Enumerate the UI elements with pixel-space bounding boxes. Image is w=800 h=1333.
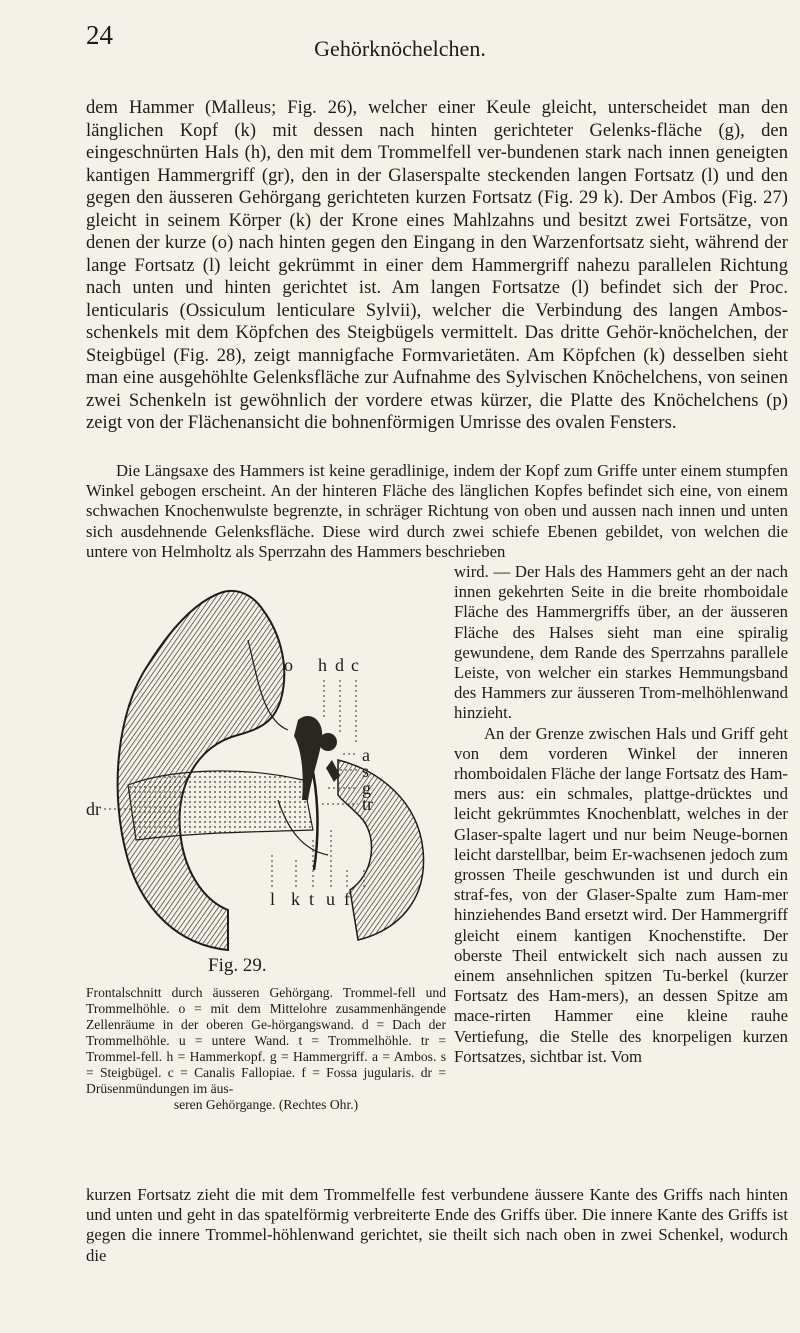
label-k: k bbox=[291, 889, 300, 909]
small-paragraph-top-text: Die Längsaxe des Hammers ist keine geradlinige, indem der Kopf zum Griffe unter einem stumpfen Winkel gebogen erscheint. An der hinteren Fläche des länglichen Kopfes befindet sich eine, von einem schwachen Knochenwulste begrenzte, in schräger Richtung von oben und aussen nach innen und unten sich ausdehnende Gelenksfläche. Diese wird durch zwei schiefe Ebenen gebildet, von welchen die untere von Helmholtz als Sperrzahn des Hammers beschrieben bbox=[86, 461, 788, 561]
label-tr: tr bbox=[362, 794, 373, 814]
label-g: g bbox=[362, 778, 371, 798]
bottom-paragraph: kurzen Fortsatz zieht die mit dem Trommelfelle fest verbundene äussere Kante des Griffs nach hinten und unten und geht in das spatelförmig verbreiterte Ende des Griffs über. Die innere Kante des Griffs ist gegen die innere Trommel-höhlenwand gerichtet, sie theilt sich nach oben in zwei Schenkel, wodurch die bbox=[86, 1185, 788, 1265]
figure-illustration bbox=[88, 570, 448, 960]
label-u: u bbox=[326, 889, 335, 909]
ear-cross-section-drawing bbox=[88, 570, 448, 960]
running-head: Gehörknöchelchen. bbox=[314, 36, 486, 61]
figure-label: Fig. 29. bbox=[208, 955, 267, 976]
label-a: a bbox=[362, 745, 370, 765]
label-dr: dr bbox=[86, 799, 101, 819]
middle-ear-wall bbox=[338, 760, 424, 940]
right-column-paragraph-2: An der Grenze zwischen Hals und Griff geht von dem vorderen Winkel der inneren rhomboidalen Fläche der lange Fortsatz des Ham-mers aus: ein schmales, plattge-drücktes und leicht gekrümmtes Knochenblatt, welches in der Glaser-spalte lagert und nur beim Neuge-bornen leicht darstellbar, beim Er-wachsenen jedoch zum grossen Theile geschwunden ist und durch ein straf-fes, von der Glaser-Spalte zum Ham-mer hinziehendes Band ersetzt wird. Der Hammergriff gleicht einem kantigen Knochenstifte. Der oberste Theil entwickelt sich nach aussen zu einem ansehnlichen spitzen Tu-berkel (kurzer Fortsatz des Ham-mers), an dessen Spitze am mace-rirten Hammer eine kleine rauhe Vertiefung, die Stelle des knorpeligen kurzen Fortsatzes, sichtbar ist. Vom bbox=[454, 723, 788, 1066]
temporal-bone-outline bbox=[118, 591, 285, 950]
label-c: c bbox=[351, 655, 359, 675]
small-paragraph-top bbox=[86, 461, 788, 562]
label-o: o bbox=[284, 655, 293, 675]
label-f: f bbox=[344, 889, 350, 909]
label-t: t bbox=[309, 889, 315, 909]
label-d: d bbox=[335, 655, 344, 675]
label-l: l bbox=[270, 889, 276, 909]
ossicle-ambos bbox=[319, 733, 337, 751]
right-column-paragraph-1: wird. — Der Hals des Hammers geht an der nach innen gekehrten Seite in die breite rhomboidale Fläche des Hammergriffs über, an der äusseren Fläche des Halses sieht man eine spiralig gewundene, dem Rande des Sperrzahns parallele Leiste, von welcher ein starkes Hemmungsband des Hammers zur äusseren Trom-melhöhlenwand hinzieht. bbox=[454, 562, 788, 723]
ear-canal-region bbox=[128, 771, 313, 840]
figure-caption-last-line: seren Gehörgange. (Rechtes Ohr.) bbox=[173, 1097, 359, 1112]
label-s: s bbox=[362, 761, 370, 781]
right-column bbox=[454, 562, 788, 1067]
page-number: 24 bbox=[86, 20, 113, 50]
figure-caption bbox=[86, 985, 446, 1113]
figure-caption-text: Frontalschnitt durch äusseren Gehörgang. Trommel-fell und Trommelhöhle. o = mit dem Mittelohre zusammenhängende Zellenräume in der oberen Ge-hörgangswand. d = Dach der Trommelhöhle. u = untere Wand. t = Trommelhöhle. tr = Trommel-fell. h = Hammerkopf. g = Hammergriff. a = Ambos. s = Steigbügel. c = Canalis Fallopiae. f = Fossa jugularis. dr = Drüsenmündungen im äus- bbox=[86, 985, 446, 1096]
main-paragraph: dem Hammer (Malleus; Fig. 26), welcher einer Keule gleicht, unterscheidet man den länglichen Kopf (k) mit dessen nach hinten gerichteter Gelenks-fläche (g), den eingeschnürten Hals (h), den mit dem Trommelfell ver-bundenen stark nach innen geneigten kantigen Hammergriff (gr), den in der Glaserspalte steckenden langen Fortsatz (l) und den gegen den äusseren Gehörgang gerichteten kurzen Fortsatz (Fig. 29 k). Der Ambos (Fig. 27) gleicht in seinem Körper (k) der Krone eines Mahlzahns und besitzt zwei Fortsätze, von denen der kurze (o) nach hinten gegen den Eingang in den Warzenfortsatz sieht, während der lange Fortsatz (l) leicht gekrümmt in einer dem Hammergriff nahezu parallelen Richtung nach unten und hinten gerichtet ist. Am langen Fortsatze (l) befindet sich der Proc. lenticularis (Ossiculum lenticulare Sylvii), welcher die Verbindung des langen Ambos-schenkels mit dem Köpfchen des Steigbügels vermittelt. Das dritte Gehör-knöchelchen, der Steigbügel (Fig. 28), zeigt mannigfache Formvarietäten. Am Köpfchen (k) desselben sieht man eine ausgehöhlte Gelenksfläche zur Aufnahme des Sylvischen Knöchelchens, von seinen zwei Schenkeln ist gewöhnlich der vordere etwas kürzer, die Platte des Knöchelchens (p) zeigt von der Flächenansicht die bohnenförmigen Umrisse des ovalen Fensters. bbox=[86, 98, 788, 433]
label-h: h bbox=[318, 655, 327, 675]
